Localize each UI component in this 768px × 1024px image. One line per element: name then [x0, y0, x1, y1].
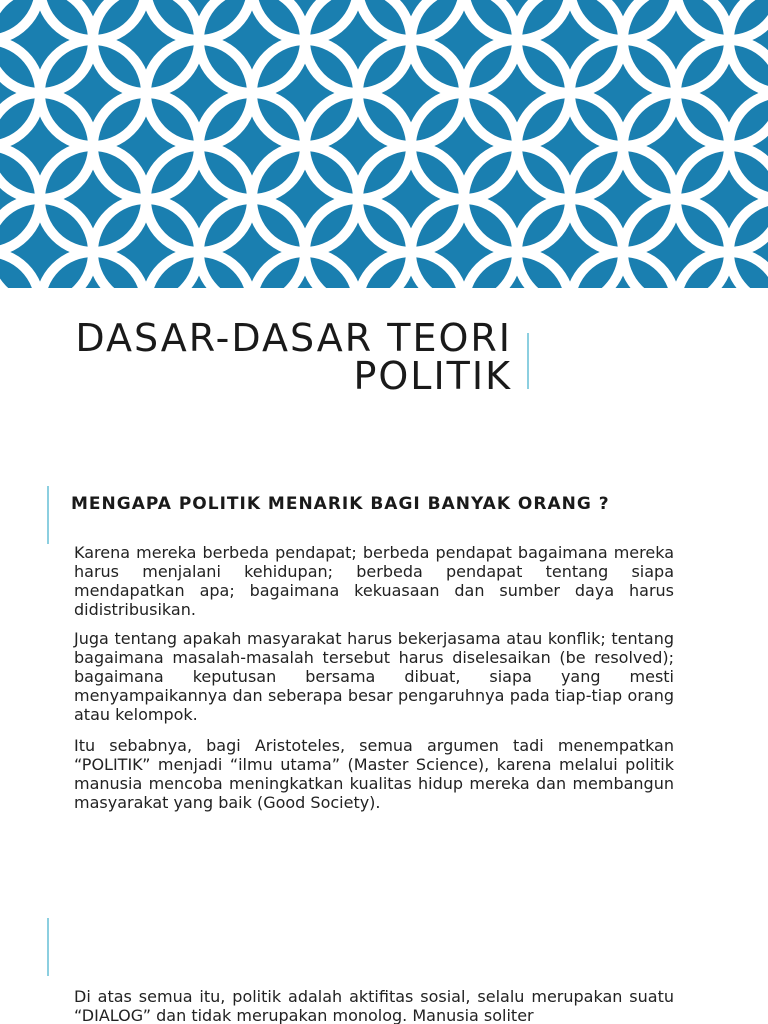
- section-accent-bar: [47, 486, 49, 544]
- next-slide-accent-bar: [47, 918, 49, 976]
- paragraph-1: Karena mereka berbeda pendapat; berbeda pendapat bagaimana mereka harus menjalani kehidupan; berbeda pendapat tentang siapa mendapatkan apa; bagaimana kekuasaan dan sumber daya harus didistribusikan.: [74, 543, 674, 619]
- paragraph-2: Juga tentang apakah masyarakat harus bekerjasama atau konflik; tentang bagaimana masalah-masalah tersebut harus diselesaikan (be resolved); bagaimana keputusan bersama dibuat, siapa yang mesti menyampaikannya dan seberapa besar pengaruhnya pada tiap-tiap orang atau kelompok.: [74, 629, 674, 724]
- banner-ring-pattern: [0, 0, 768, 288]
- paragraph-3: Itu sebabnya, bagi Aristoteles, semua argumen tadi menempatkan “POLITIK” menjadi “ilmu utama” (Master Science), karena melalui politik manusia mencoba meningkatkan kualitas hidup mereka dan membangun masyarakat yang baik (Good Society).: [74, 736, 674, 812]
- section-heading: MENGAPA POLITIK MENARIK BAGI BANYAK ORANG ?: [71, 494, 610, 514]
- title-accent-bar: [527, 333, 529, 389]
- next-slide-paragraph: Di atas semua itu, politik adalah aktifitas sosial, selalu merupakan suatu “DIALOG” dan tidak merupakan monolog. Manusia soliter: [74, 987, 674, 1024]
- decorative-banner: [0, 0, 768, 288]
- title-line-2: POLITIK: [353, 354, 512, 398]
- title-line-1: DASAR-DASAR TEORI: [75, 316, 512, 360]
